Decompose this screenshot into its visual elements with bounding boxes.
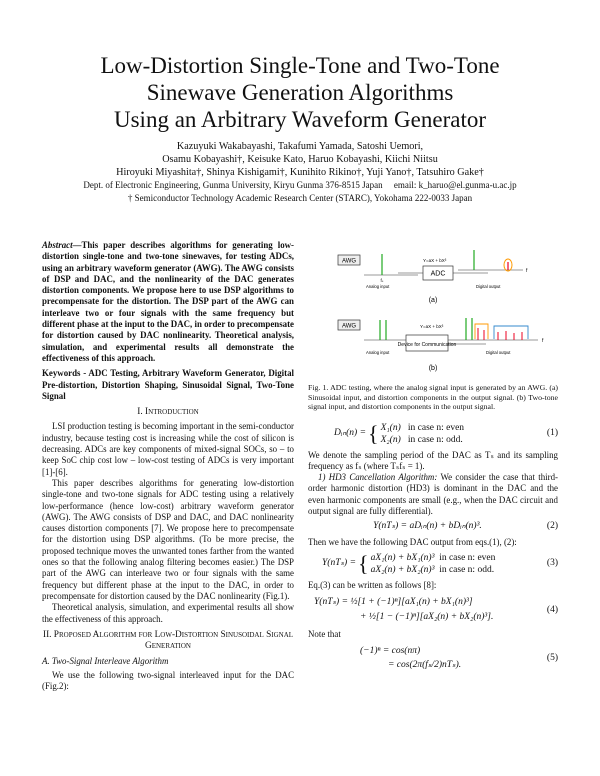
eq-number: (4) bbox=[546, 604, 558, 615]
author-line: Kazuyuki Wakabayashi, Takafumi Yamada, Satoshi Uemori, bbox=[176, 141, 424, 152]
right-column bbox=[308, 240, 558, 676]
eq-cond: in case n: odd. bbox=[407, 434, 463, 445]
author-block bbox=[0, 140, 600, 205]
eq-number: (2) bbox=[546, 521, 558, 532]
paragraph: This paper describes algorithms for generating low-distortion single-tone and two-tone signals for ADC testing using a relatively low-performance (hence low-cost) arbitrary waveform generator (AWG). The AWG consists of DSP and DAC, and DAC nonlinearity causes distortion components [7]. We propose here to precompensate for the distortion using DSP algorithms. (To be more precise, the proposed technique moves the unwanted tones farther from the wanted ones so that the following analog filtering becomes easier.) The DSP part of the AWG can interleave two or four signals with the same frequency but different phase at the input to the DAC, in order to precompensate for distortion caused by the DAC nonlinearity (Fig.1). bbox=[42, 477, 294, 601]
equation-5 bbox=[308, 644, 558, 672]
eq-cond: in case n: even bbox=[439, 552, 496, 563]
author-line: Hiroyuki Miyashita†, Shinya Kishigami†, Kunihito Rikino†, Yuji Yano†, Tatsuhiro Gake† bbox=[116, 167, 484, 178]
eq-line: (−1)ⁿ = cos(nπ) bbox=[360, 646, 421, 657]
eq-line: Y(nTₛ) = ½[1 + (−1)ⁿ][aX₁(n) + bX₁(n)³] bbox=[314, 597, 473, 608]
figure-diagram bbox=[308, 240, 558, 380]
paragraph: Then we have the following DAC output from eqs.(1), (2): bbox=[308, 536, 517, 547]
abstract-text: This paper describes algorithms for generating low-distortion single-tone and two-tone sinewaves, for testing ADCs, using an arbitrary waveform generator (AWG). The AWG consists of DSP and DAC, and the nonlinearity of the DAC generates distortion components. We propose here to use DSP algorithms to precompensate for the distortion. The DSP part of the AWG can interleave two or four signals with the same frequency but different phase at the input to the DAC, in order to precompensate for distortion caused by DAC nonlinearity. Theoretical analysis, simulation, and experimental results all demonstrate the effectiveness of this approach. bbox=[42, 240, 294, 363]
subsection-heading: A. Two-Signal Interleave Algorithm bbox=[42, 656, 169, 667]
eq-body: Y(nTₛ) = aDᵢₙ(n) + bDᵢₙ(n)³. bbox=[373, 521, 482, 532]
affiliation: Dept. of Electronic Engineering, Gunma University, Kiryu Gunma 376-8515 Japan email: k_haruo@el.gunma-u.ac.jp bbox=[83, 180, 517, 190]
eq-number: (5) bbox=[546, 652, 558, 663]
title-line: Using an Arbitrary Waveform Generator bbox=[114, 107, 486, 132]
analog-input-label: Analog input bbox=[366, 284, 390, 289]
paragraph bbox=[308, 472, 558, 517]
paragraph-head: 1) HD3 Cancellation Algorithm: bbox=[318, 472, 438, 483]
awg-label: AWG bbox=[341, 258, 357, 265]
im-bracket bbox=[475, 324, 488, 339]
abstract bbox=[42, 240, 294, 364]
paragraph: LSI production testing is becoming important in the semi-conductor industry, because testing cost is increasing while the cost of silicon is decreasing. ADCs are key components of mixed-signal SOCs, so – to keep SoC chip cost low – low-cost testing of ADCs is very important [1]-[6]. bbox=[42, 421, 294, 477]
eq-cond: in case n: odd. bbox=[439, 564, 495, 575]
adc-label: ADC bbox=[430, 270, 446, 278]
section-heading: I. Introduction bbox=[137, 407, 199, 418]
title-line: Sinewave Generation Algorithms bbox=[146, 80, 454, 105]
eq-case: aX₂(n) + bX₂(n)³ bbox=[370, 564, 435, 575]
abstract-label: Abstract— bbox=[42, 240, 82, 250]
paragraph-text: We consider the case that third-order harmonic distortion (HD3) is dominant in the DAC and the even harmonic components are small (e.g., when the DAC circuit and output signal are fully differential). bbox=[308, 472, 558, 516]
paragraph: We denote the sampling period of the DAC as Tₛ and its sampling frequency as fₛ (where Tₛfₛ = 1). bbox=[308, 449, 558, 471]
digital-output-label: Digital output bbox=[486, 350, 511, 355]
panel-b-label: (b) bbox=[428, 365, 438, 372]
paragraph: We use the following two-signal interleaved input for the DAC (Fig.2): bbox=[42, 669, 294, 691]
author-line: Osamu Kobayashi†, Keisuke Kato, Haruo Kobayashi, Kiichi Niitsu bbox=[162, 154, 438, 165]
equation-3 bbox=[308, 552, 558, 576]
equation-1 bbox=[308, 422, 558, 446]
left-column bbox=[42, 240, 294, 692]
eq-number: (1) bbox=[546, 427, 558, 438]
panel-a-label: (a) bbox=[428, 297, 438, 304]
eq-cases bbox=[381, 422, 547, 446]
eq-case: X₁(n) bbox=[380, 422, 401, 433]
figure-caption: Fig. 1. ADC testing, where the analog signal input is generated by an AWG. (a) Sinusoidal input, and distortion components in the output signal. (b) Two-tone signal input, and distortion components in the output signal. bbox=[308, 383, 558, 411]
eq-case: X₂(n) bbox=[380, 434, 401, 445]
keywords: Keywords - ADC Testing, Arbitrary Waveform Generator, Digital Pre-distortion, Distortion Shaping, Sinusoidal Signal, Two-Tone Signal bbox=[42, 368, 294, 401]
eq-cond: in case n: even bbox=[407, 422, 465, 433]
brace: { bbox=[368, 420, 379, 446]
paper-title bbox=[0, 52, 600, 133]
affiliation: † Semiconductor Technology Academic Research Center (STARC), Yokohama 222-0033 Japan bbox=[127, 193, 473, 203]
dut-label: Device for Communication bbox=[397, 342, 457, 348]
f-label: f bbox=[526, 268, 528, 274]
f-label: f bbox=[542, 338, 544, 344]
poly-label: Y=aX + bX³ bbox=[420, 324, 444, 329]
awg-label: AWG bbox=[341, 323, 357, 330]
section-heading: II. Proposed Algorithm for Low-Distortion Sinusoidal Signal Generation bbox=[42, 629, 294, 652]
poly-label: Y=aX + bX³ bbox=[423, 258, 447, 263]
equation-4 bbox=[308, 595, 558, 625]
eq-lhs: Y(nTₛ) = bbox=[322, 558, 356, 569]
equation-2 bbox=[308, 521, 558, 532]
brace: { bbox=[358, 550, 369, 576]
digital-output-label: Digital output bbox=[476, 284, 501, 289]
eq-line: + ½[1 − (−1)ⁿ][aX₂(n) + bX₂(n)³]. bbox=[360, 612, 494, 623]
analog-input-label: Analog input bbox=[366, 350, 390, 355]
paragraph: Theoretical analysis, simulation, and experimental results all show the effectiveness of this approach. bbox=[42, 602, 294, 624]
fs-label: fₛ bbox=[380, 278, 384, 283]
paragraph: Note that bbox=[308, 629, 341, 640]
title-line: Low-Distortion Single-Tone and Two-Tone bbox=[100, 53, 500, 78]
figure-1 bbox=[308, 240, 558, 380]
eq-cases bbox=[371, 552, 547, 576]
eq-number: (3) bbox=[546, 558, 558, 569]
paragraph: Eq.(3) can be written as follows [8]: bbox=[308, 579, 437, 590]
eq-lhs: Dᵢₙ(n) = bbox=[333, 427, 366, 438]
eq-line: = cos(2π(fₛ/2)nTₛ). bbox=[388, 660, 462, 671]
im-bracket bbox=[494, 326, 528, 339]
eq-case: aX₁(n) + bX₁(n)³ bbox=[370, 552, 435, 563]
eq-lines bbox=[308, 644, 547, 672]
eq-lines bbox=[308, 595, 547, 625]
